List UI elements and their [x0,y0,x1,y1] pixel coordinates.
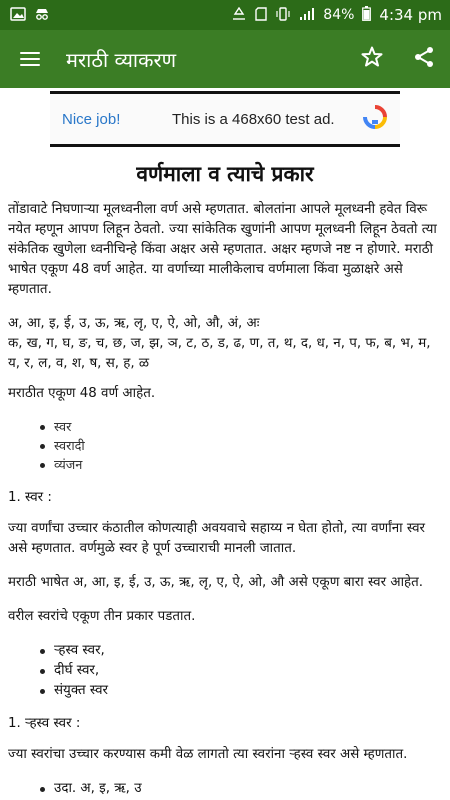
signal-icon [299,7,315,24]
swar-definition: ज्या वर्णांचा उच्चार कंठातील कोणत्याही अवयवाचे सहाय्य न घेता होतो, त्या वर्णांना स्वर असे म्हणतात. वर्णमुळे स्वर हे पूर्ण उच्चाराची मानली जातात. [8,521,425,556]
letter-types-list [40,418,442,475]
swar-types-list [40,641,442,701]
status-right [231,6,442,24]
share-button[interactable] [398,30,450,88]
battery-icon [362,6,371,24]
star-icon [360,45,384,73]
article-title: वर्णमाला व त्याचे प्रकार [136,162,314,186]
sd-card-icon [255,7,267,24]
example-list [40,779,442,799]
ad-logo-icon [362,104,388,134]
app-bar [0,30,450,88]
list-item: उदा. अ, इ, ऋ, उ [40,779,442,799]
recycle-icon [231,7,247,24]
status-left [10,7,50,24]
hrasva-definition: ज्या स्वरांचा उच्चार करण्यास कमी वेळ लागतो त्या स्वरांना ऱ्हस्व स्वर असे म्हणतात. [8,747,408,762]
ad-text: This is a 468x60 test ad. [172,110,335,128]
swar-types-intro: वरील स्वरांचे एकूण तीन प्रकार पडतात. [8,609,196,624]
vibrate-icon [275,7,291,24]
list-item: दीर्घ स्वर, [40,661,442,681]
image-icon [10,7,26,24]
list-item: व्यंजन [40,456,442,475]
total-letters-text: मराठीत एकूण 48 वर्ण आहेत. [8,386,156,401]
list-item: स्वरादी [40,437,442,456]
ad-container [0,88,450,150]
list-item: स्वर [40,418,442,437]
intro-paragraph: तोंडावाटे निघणाऱ्या मूलध्वनीला वर्ण असे म्हणतात. बोलतांना आपले मूलध्वनी हवेत विरू नयेत म्हणून आपण लिहून ठेवतो. ज्या सांकेतिक खुणांनी आपण मूलध्वनी लिहून ठेवतो त्या संकेतिक खुणेला ध्वनीचिन्हे किंवा अक्षर असे म्हणतात. अक्षर म्हणजे नष्ट न होणारे. मराठी भाषेत एकूण 48 वर्ण आहेत. या वर्णाच्या मालीकेलाच वर्णमाला किंवा मुळाक्षरे असे म्हणतात. [8,202,437,297]
favorite-button[interactable] [346,30,398,88]
ad-banner[interactable] [50,91,400,147]
status-bar [0,0,450,30]
share-icon [412,45,436,73]
menu-button[interactable] [0,30,60,88]
article-content[interactable] [0,150,450,800]
battery-percent: 84% [323,7,355,23]
list-item: संयुक्त स्वर [40,681,442,701]
section-heading-swar: 1. स्वर : [8,490,52,505]
list-item: ऱ्हस्व स्वर, [40,641,442,661]
consonants-line: क, ख, ग, घ, ङ, च, छ, ज, झ, ञ, ट, ठ, ड, ढ, ण, त, थ, द, ध, न, प, फ, ब, भ, म, य, र, ल, व, श, ष, स, ह, ळ [8,336,431,371]
app-title: मराठी व्याकरण [66,47,177,72]
incognito-icon [34,7,50,24]
swar-count: मराठी भाषेत अ, आ, इ, ई, उ, ऊ, ऋ, लृ, ए, ऐ, ओ, औ असे एकूण बारा स्वर आहेत. [8,575,424,590]
ad-nice-job: Nice job! [62,110,121,128]
alphabet-paragraph [8,314,442,374]
hamburger-icon [20,52,40,66]
status-time: 4:34 pm [379,6,442,24]
vowels-line: अ, आ, इ, ई, उ, ऊ, ऋ, लृ, ए, ऐ, ओ, औ, अं, अः [8,316,260,331]
section-heading-hrasva: 1. ऱ्हस्व स्वर : [8,716,81,731]
